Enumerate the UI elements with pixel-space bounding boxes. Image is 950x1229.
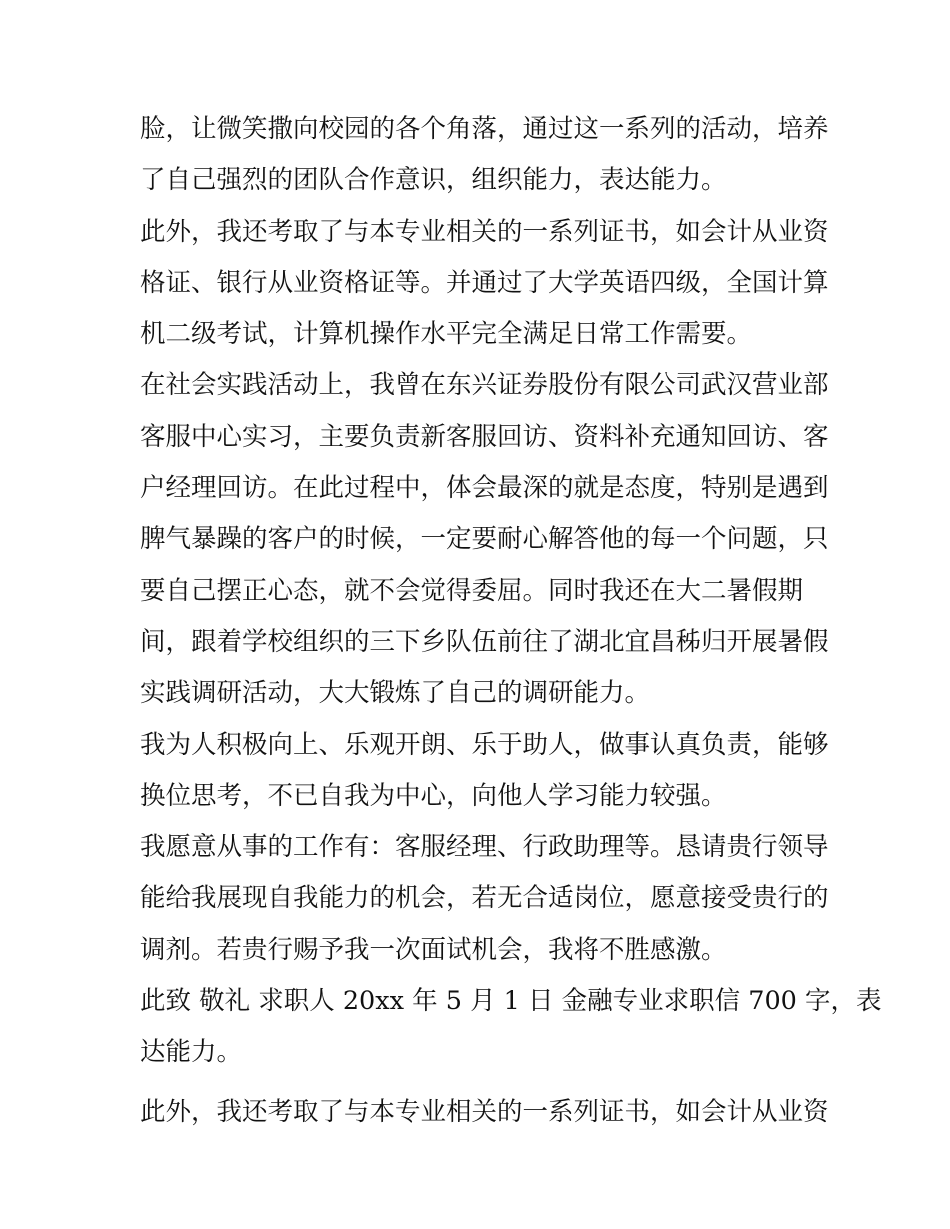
text-line: 换位思考，不已自我为中心，向他人学习能力较强。: [140, 780, 727, 811]
paragraph-gap: [140, 1079, 820, 1087]
text-line: 间，跟着学校组织的三下乡队伍前往了湖北宜昌秭归开展暑假: [140, 626, 829, 657]
text-line: 我愿意从事的工作有：客服经理、行政助理等。恳请贵行领导: [140, 832, 829, 863]
text-line: 能给我展现自我能力的机会，若无合适岗位，愿意接受贵行的: [140, 883, 829, 914]
text-line: 格证、银行从业资格证等。并通过了大学英语四级，全国计算: [140, 267, 829, 298]
text-line: 脾气暴躁的客户的时候，一定要耐心解答他的每一个问题，只: [140, 524, 829, 555]
text-line: 达能力。: [140, 1037, 243, 1068]
text-line: 要自己摆正心态，就不会觉得委屈。同时我还在大二暑假期: [140, 575, 804, 606]
text-line: 户经理回访。在此过程中，体会最深的就是态度，特别是遇到: [140, 473, 829, 504]
text-line: 此外，我还考取了与本专业相关的一系列证书，如会计从业资: [140, 1096, 829, 1127]
text-line: 调剂。若贵行赐予我一次面试机会，我将不胜感激。: [140, 934, 727, 965]
text-line: 客服中心实习，主要负责新客服回访、资料补充通知回访、客: [140, 421, 829, 452]
text-line: 脸，让微笑撒向校园的各个角落，通过这一系列的活动，培养: [140, 114, 829, 144]
text-line: 我为人积极向上、乐观开朗、乐于助人，做事认真负责，能够: [140, 729, 829, 760]
text-line: 机二级考试，计算机操作水平完全满足日常工作需要。: [140, 319, 753, 350]
body-text: [140, 104, 882, 1138]
text-line: 此致 敬礼 求职人 20xx 年 5 月 1 日 金融专业求职信 700 字，表: [140, 986, 882, 1017]
text-line: 了自己强烈的团队合作意识，组织能力，表达能力。: [140, 165, 727, 196]
text-line: 实践调研活动，大大锻炼了自己的调研能力。: [140, 678, 651, 709]
text-line: 此外，我还考取了与本专业相关的一系列证书，如会计从业资: [140, 216, 829, 247]
text-line: 在社会实践活动上，我曾在东兴证券股份有限公司武汉营业部: [140, 370, 829, 401]
